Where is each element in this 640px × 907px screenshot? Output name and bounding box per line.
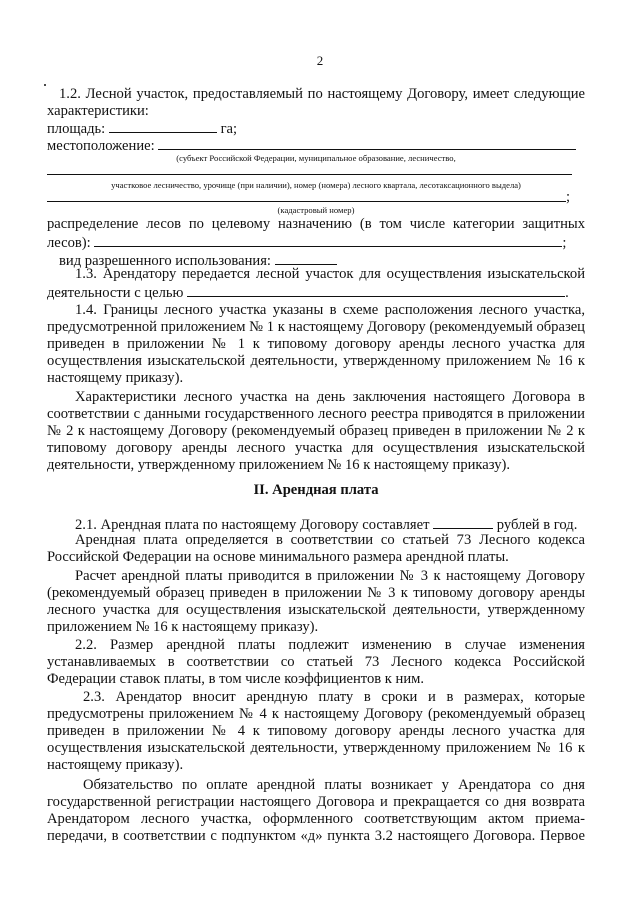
p23-line-5: настоящему приказу). <box>47 757 184 773</box>
p13-row <box>47 283 585 302</box>
location-caption-1: (субъект Российской Федерации, муниципальное образование, лесничество, <box>176 153 456 163</box>
p12-line-2: характеристики: <box>47 103 149 119</box>
p14-line-4: осуществления изыскательской деятельности, утвержденному приложением № 16 к <box>47 353 585 369</box>
chars-line-1: Характеристики лесного участка на день заключения настоящего Договора в <box>75 389 585 405</box>
obligation-line-3: Арендатором лесного участка, оформленного соответствующим актом приема- <box>47 811 585 827</box>
p22-line-1: 2.2. Размер арендной платы подлежит изменению в случае изменения <box>75 637 585 653</box>
obligation-line-1: Обязательство по оплате арендной платы возникает у Арендатора со дня <box>83 777 585 793</box>
p13-line-1: 1.3. Арендатору передается лесной участок для осуществления изыскательской <box>75 266 585 282</box>
forest-distribution-line-2: лесов): <box>47 235 91 251</box>
chars-line-3: № 2 к настоящему Договору (рекомендуемый образец приведен в приложении № 2 к <box>47 423 585 439</box>
p22-line-3: Федерации ставок платы, в том числе коэффициентов к ним. <box>47 671 425 687</box>
cadastral-caption: (кадастровый номер) <box>277 205 355 215</box>
calc-line-3: лесного участка для осуществления изыскательской деятельности, утвержденному <box>47 602 585 618</box>
p14-line-1: 1.4. Границы лесного участка указаны в схеме расположения лесного участка, <box>75 302 585 318</box>
scan-speck <box>44 84 46 86</box>
p21-unit: рублей в год. <box>496 517 578 533</box>
forest-distribution-line-1: распределение лесов по целевому назначению (в том числе категории защитных <box>47 216 585 232</box>
p14-line-2: предусмотренной приложением № 1 к настоящему Договору (рекомендуемый образец <box>47 319 585 335</box>
cadastral-blank <box>47 201 566 202</box>
p22-line-2: устанавливаемых в соответствии со статьей 73 Лесного кодекса Российской <box>47 654 585 670</box>
p21-line-2: Арендная плата определяется в соответствии со статьей 73 Лесного кодекса <box>75 532 585 548</box>
permitted-use-blank <box>275 251 337 265</box>
location-blank <box>158 136 576 150</box>
forest-distribution-end: ; <box>562 235 567 251</box>
chars-line-5: деятельности, утвержденному приложением № 16 к настоящему приказу). <box>47 457 511 473</box>
area-label: площадь: <box>47 121 106 137</box>
chars-line-2: соответствии с данными государственного лесного реестра приводятся в приложении <box>47 406 585 422</box>
obligation-line-4: передачи, в соответствии с подпунктом «д» пункта 3.2 настоящего Договора. Первое <box>47 828 585 844</box>
p13-end: . <box>565 285 569 301</box>
location-blank-2 <box>47 174 572 175</box>
rent-amount-blank <box>433 515 493 529</box>
forest-distribution-blank <box>94 233 562 247</box>
purpose-blank <box>187 283 565 297</box>
section-2-heading: II. Арендная плата <box>253 482 379 498</box>
location-label: местоположение: <box>47 138 155 154</box>
p23-line-4: осуществления изыскательской деятельности, утвержденному приложением № 16 к <box>47 740 585 756</box>
p14-line-3: приведен в приложении № 1 к типовому договору аренды лесного участка для <box>47 336 585 352</box>
p23-line-1: 2.3. Арендатор вносит арендную плату в сроки и в размерах, которые <box>83 689 585 705</box>
obligation-line-2: государственной регистрации настоящего Договора и прекращается со дня возврата <box>47 794 585 810</box>
p13-line-2: деятельности с целью <box>47 285 184 301</box>
forest-distribution-row <box>47 233 585 252</box>
page-number: 2 <box>316 53 324 68</box>
permitted-use-label: вид разрешенного использования: <box>59 253 271 269</box>
cadastral-semicolon: ; <box>566 189 571 205</box>
calc-line-1: Расчет арендной платы приводится в приложении № 3 к настоящему Договору <box>75 568 585 584</box>
area-blank <box>109 119 217 133</box>
area-unit: га; <box>220 121 238 137</box>
location-caption-2: участковое лесничество, урочище (при наличии), номер (номера) лесного квартала, лесотаксационного выдела) <box>111 180 521 190</box>
p23-line-2: предусмотрены приложением № 4 к настоящему Договору (рекомендуемый образец <box>47 706 585 722</box>
p14-line-5: настоящему приказу). <box>47 370 184 386</box>
chars-line-4: типовому договору аренды лесного участка для осуществления изыскательской <box>47 440 585 456</box>
p21-text: 2.1. Арендная плата по настоящему Договору составляет <box>75 517 430 533</box>
calc-line-4: приложением № 16 к настоящему приказу). <box>47 619 319 635</box>
p23-line-3: приведен в приложении № 4 к типовому договору аренды лесного участка для <box>47 723 585 739</box>
p21-line-3: Российской Федерации на основе минимального размера арендной платы. <box>47 549 509 565</box>
p12-line-1: 1.2. Лесной участок, предоставляемый по настоящему Договору, имеет следующие <box>59 86 585 102</box>
calc-line-2: (рекомендуемый образец приведен в приложении № 3 к типовому договору аренды <box>47 585 585 601</box>
